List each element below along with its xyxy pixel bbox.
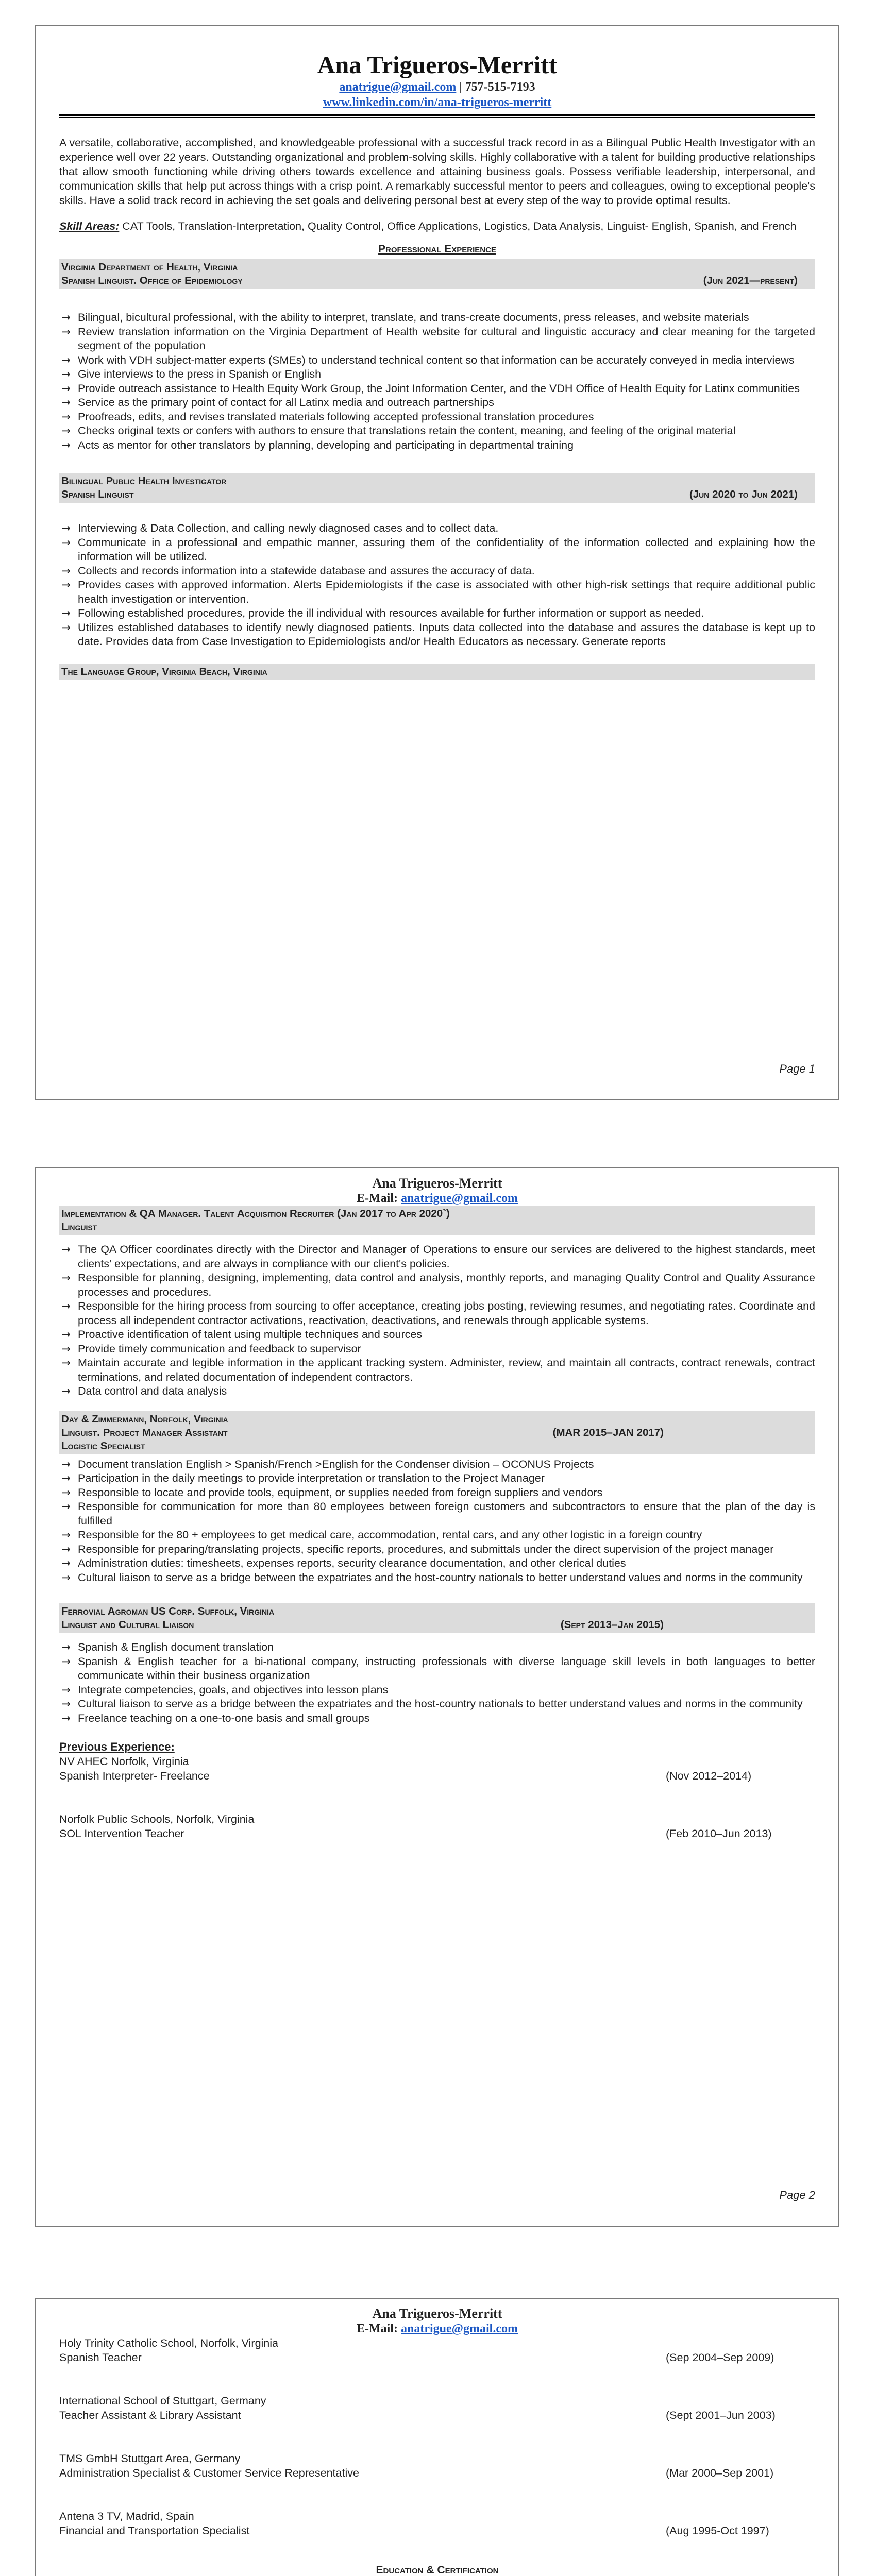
job-header xyxy=(59,1206,815,1235)
email-link[interactable]: anatrigue@gmail.com xyxy=(339,80,457,94)
email-link[interactable]: anatrigue@gmail.com xyxy=(401,2322,518,2335)
job-duties-list xyxy=(59,1243,815,1399)
duty-item: → Acts as mentor for other translators by planning, developing and participating in departmental training xyxy=(59,438,815,453)
entry-date: (Sept 2001–Jun 2003) xyxy=(666,2409,776,2421)
page-number: Page 1 xyxy=(779,1062,815,1075)
duty-item: → Utilizes established databases to identify newly diagnosed patients. Inputs data collected into the database and assures the database is kept up to date. Provides data from Case Investigation to Epidemiologists and/or Health Educators as necessary. Generate reports xyxy=(59,621,815,649)
job-header xyxy=(59,1603,815,1633)
running-header-email xyxy=(59,2321,815,2336)
entry-role: Spanish Teacher xyxy=(59,2351,142,2364)
phone-number: 757-515-7193 xyxy=(465,80,535,94)
job-org: The Language Group, Virginia Beach, Virginia xyxy=(61,665,267,677)
running-header-name: Ana Trigueros-Merritt xyxy=(372,2306,502,2321)
previous-entry xyxy=(59,1812,815,1841)
linkedin-link[interactable]: www.linkedin.com/in/ana-trigueros-merritt xyxy=(323,96,552,109)
job-dates: (MAR 2015–JAN 2017) xyxy=(552,1426,664,1438)
previous-entry xyxy=(59,2451,815,2480)
duty-item: → Work with VDH subject-matter experts (SMEs) to understand technical content so that information can be accurately conveyed in media interviews xyxy=(59,353,815,368)
job-org: Ferrovial Agroman US Corp. Suffolk, Virginia xyxy=(61,1605,275,1617)
job-header xyxy=(59,473,815,503)
duty-item: → Provide outreach assistance to Health Equity Work Group, the Joint Information Center, and the VDH Office of Health Equity for Latinx communities xyxy=(59,382,815,396)
contact-separator: | xyxy=(456,80,465,94)
job-org: Bilingual Public Health Investigator xyxy=(61,475,227,487)
previous-entry xyxy=(59,2509,815,2538)
skill-areas-text: CAT Tools, Translation-Interpretation, Quality Control, Office Applications, Logistics, Data Analysis, Linguist- English, Spanish, and French xyxy=(119,220,797,232)
job-org: Day & Zimmermann, Norfolk, Virginia xyxy=(61,1413,228,1425)
job-duties-list xyxy=(59,521,815,649)
job-duties-list xyxy=(59,1458,815,1585)
skill-areas xyxy=(59,219,815,233)
duty-item: → Interviewing & Data Collection, and calling newly diagnosed cases and to collect data. xyxy=(59,521,815,536)
duty-item: → Proofreads, edits, and revises translated materials following accepted professional translation procedures xyxy=(59,410,815,425)
duty-item: → Administration duties: timesheets, expenses reports, security clearance documentation, and other clerical duties xyxy=(59,1556,815,1571)
entry-org: Holy Trinity Catholic School, Norfolk, Virginia xyxy=(59,2337,278,2349)
job-header xyxy=(59,1411,815,1454)
job-title-secondary: Logistic Specialist xyxy=(61,1439,145,1452)
candidate-name: Ana Trigueros-Merritt xyxy=(317,52,558,79)
entry-role: Financial and Transportation Specialist xyxy=(59,2524,250,2537)
email-label: E-Mail: xyxy=(357,1192,401,1205)
duty-item: → Responsible for the 80 + employees to get medical care, accommodation, rental cars, and any other logistic in a foreign country xyxy=(59,1528,815,1543)
running-header-email xyxy=(59,1191,815,1206)
job-dates: (Jun 2020 to Jun 2021) xyxy=(689,488,798,500)
duty-item: → Responsible for communication for more than 80 employees between foreign customers and subcontractors to ensure that the plan of the day is fulfilled xyxy=(59,1500,815,1528)
duty-item: → Cultural liaison to serve as a bridge between the expatriates and the host-country nationals to better understand values and norms in the community xyxy=(59,1697,815,1711)
duty-item: → Integrate competencies, goals, and objectives into lesson plans xyxy=(59,1683,815,1698)
duty-item: → The QA Officer coordinates directly with the Director and Manager of Operations to ensure our services are delivered to the highest standards, meet clients' expectations, and are always in compliance with our client's policies. xyxy=(59,1243,815,1271)
email-link[interactable]: anatrigue@gmail.com xyxy=(401,1192,518,1205)
entry-role: SOL Intervention Teacher xyxy=(59,1827,184,1840)
job-dates: (Jun 2021—present) xyxy=(703,275,798,286)
page-number: Page 2 xyxy=(779,2189,815,2201)
job-header xyxy=(59,664,815,680)
entry-role: Administration Specialist & Customer Service Representative xyxy=(59,2467,359,2479)
contact-line xyxy=(59,79,815,95)
section-title-professional-experience: Professional Experience xyxy=(378,243,496,255)
entry-org: Antena 3 TV, Madrid, Spain xyxy=(59,2510,194,2522)
duty-item: → Spanish & English document translation xyxy=(59,1640,815,1655)
running-header-name: Ana Trigueros-Merritt xyxy=(372,1176,502,1191)
duty-item: → Responsible to locate and provide tools, equipment, or supplies needed from foreign suppliers and vendors xyxy=(59,1486,815,1500)
job-title: Spanish Linguist xyxy=(61,488,134,500)
entry-org: TMS GmbH Stuttgart Area, Germany xyxy=(59,2452,241,2465)
entry-org: Norfolk Public Schools, Norfolk, Virginia xyxy=(59,1813,255,1825)
duty-item: → Service as the primary point of contact for all Latinx media and outreach partnerships xyxy=(59,396,815,410)
duty-item: → Following established procedures, provide the ill individual with resources available for further information or support as needed. xyxy=(59,606,815,621)
job-title: Spanish Linguist. Office of Epidemiology xyxy=(61,275,243,286)
job-header xyxy=(59,259,815,289)
duty-item: → Checks original texts or confers with authors to ensure that translations retain the content, meaning, and feeling of the original material xyxy=(59,424,815,438)
previous-experience-title: Previous Experience: xyxy=(59,1740,175,1753)
resume-page-2 xyxy=(35,1167,839,2227)
entry-role: Teacher Assistant & Library Assistant xyxy=(59,2409,241,2421)
job-dates: (Sept 2013–Jan 2015) xyxy=(560,1619,664,1631)
entry-org: International School of Stuttgart, Germany xyxy=(59,2395,266,2407)
resume-page-3 xyxy=(35,2298,839,2576)
entry-date: (Mar 2000–Sep 2001) xyxy=(666,2467,774,2479)
entry-role: Spanish Interpreter- Freelance xyxy=(59,1770,210,1782)
resume-page-1 xyxy=(35,25,839,1100)
duty-item: → Responsible for planning, designing, implementing, data control and analysis, monthly reports, and managing Quality Control and Quality Assurance processes and procedures. xyxy=(59,1271,815,1299)
duty-item: → Collects and records information into a statewide database and assures the accuracy of data. xyxy=(59,564,815,579)
previous-entry xyxy=(59,2394,815,2422)
professional-summary: A versatile, collaborative, accomplished, and knowledgeable professional with a successful track record in as a Bilingual Public Health Investigator with an experience well over 22 years. Outstanding organizational and problem-solving skills. Highly collaborative with a talent for building productive relationships that allow smooth functioning while driving others towards excellence and attaining business goals. Possess verifiable leadership, interpersonal, and communication skills that help put across things with a crisp point. A remarkably successful mentor to peers and colleagues, owing to exceptional people's skills. Have a solid track record in achieving the set goals and delivering personal best at every step of the way to provide optimal results. xyxy=(59,137,815,207)
duty-item: → Provide timely communication and feedback to supervisor xyxy=(59,1342,815,1357)
entry-date: (Sep 2004–Sep 2009) xyxy=(666,2351,774,2364)
duty-item: → Communicate in a professional and empathic manner, assuring them of the confidentiality of the information collected and explaining how the information will be utilized. xyxy=(59,536,815,564)
job-title: Linguist. Project Manager Assistant xyxy=(61,1426,228,1438)
duty-item: → Cultural liaison to serve as a bridge between the expatriates and the host-country nationals to better understand values and norms in the community xyxy=(59,1571,815,1585)
duty-item: → Proactive identification of talent using multiple techniques and sources xyxy=(59,1328,815,1342)
entry-date: (Aug 1995-Oct 1997) xyxy=(666,2524,769,2537)
skill-areas-label: Skill Areas: xyxy=(59,220,120,232)
section-title-education: Education & Certification xyxy=(59,2564,815,2576)
previous-entry xyxy=(59,2336,815,2365)
job-title: Linguist and Cultural Liaison xyxy=(61,1619,194,1631)
duty-item: → Review translation information on the Virginia Department of Health website for cultural and linguistic accuracy and clear meaning for the targeted segment of the population xyxy=(59,325,815,353)
duty-item: → Provides cases with approved information. Alerts Epidemiologists if the case is associated with other high-risk settings that require additional public health investigation or intervention. xyxy=(59,578,815,606)
job-duties-list xyxy=(59,311,815,452)
duty-item: → Give interviews to the press in Spanish or English xyxy=(59,367,815,382)
duty-item: → Data control and data analysis xyxy=(59,1384,815,1399)
job-title: Implementation & QA Manager. Talent Acquisition Recruiter (Jan 2017 to Apr 2020`) xyxy=(61,1208,450,1219)
duty-item: → Responsible for the hiring process from sourcing to offer acceptance, creating jobs posting, reviewing resumes, and negotiating rates. Coordinate and process all independent contractor activations, reactivation, deactivations, and renewals through applicable systems. xyxy=(59,1299,815,1328)
linkedin-line xyxy=(59,95,815,110)
duty-item: → Maintain accurate and legible information in the applicant tracking system. Administer, review, and maintain all contracts, contract renewals, contract terminations, and related documentation of independent contractors. xyxy=(59,1356,815,1384)
duty-item: → Bilingual, bicultural professional, with the ability to interpret, translate, and trans-create documents, press releases, and website materials xyxy=(59,311,815,325)
entry-date: (Feb 2010–Jun 2013) xyxy=(666,1827,772,1840)
duty-item: → Participation in the daily meetings to provide interpretation or translation to the Project Manager xyxy=(59,1471,815,1486)
duty-item: → Freelance teaching on a one-to-one basis and small groups xyxy=(59,1711,815,1726)
entry-date: (Nov 2012–2014) xyxy=(666,1770,752,1782)
job-org: Virginia Department of Health, Virginia xyxy=(61,261,238,273)
duty-item: → Responsible for preparing/translating projects, specific reports, procedures, and submittals under the direct supervision of the project manager xyxy=(59,1543,815,1557)
previous-entry xyxy=(59,1754,815,1783)
duty-item: → Spanish & English teacher for a bi-national company, instructing professionals with diverse language skill levels in both languages to better communicate within their business organization xyxy=(59,1655,815,1683)
header-divider xyxy=(59,114,815,118)
email-label: E-Mail: xyxy=(357,2322,401,2335)
entry-org: NV AHEC Norfolk, Virginia xyxy=(59,1755,189,1768)
job-duties-list xyxy=(59,1640,815,1725)
job-title-secondary: Linguist xyxy=(61,1221,97,1233)
duty-item: → Document translation English > Spanish/French >English for the Condenser division – OCONUS Projects xyxy=(59,1458,815,1472)
